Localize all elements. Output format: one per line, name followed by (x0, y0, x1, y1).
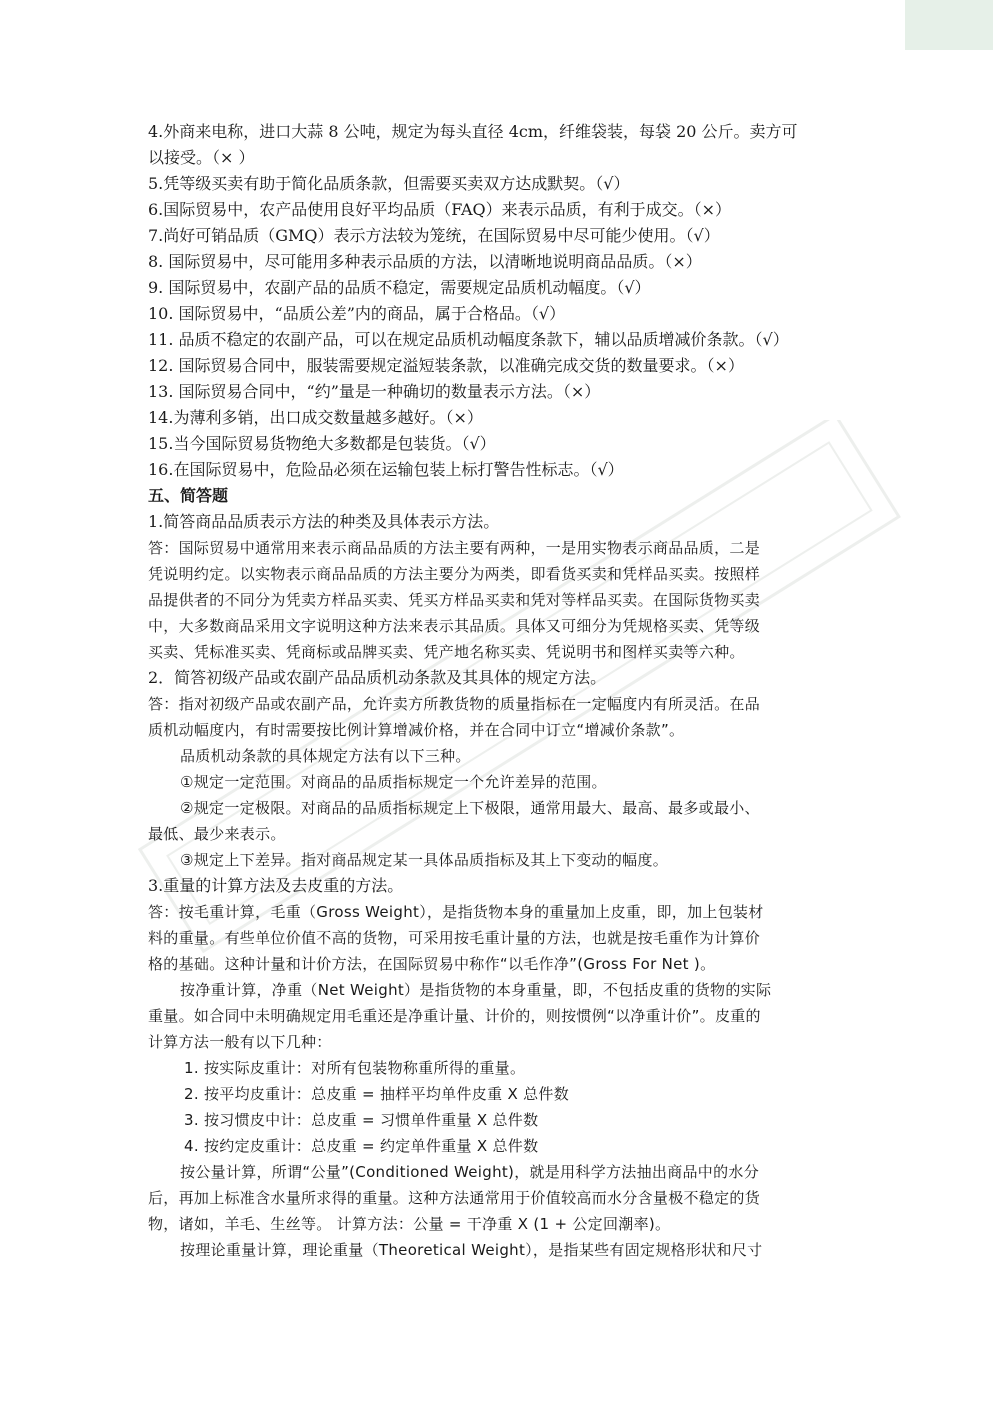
text-line: 6.国际贸易中，农产品使用良好平均品质（FAQ）来表示品质，有利于成交。（×） (148, 200, 732, 219)
text-line: 以接受。（× ） (148, 148, 255, 167)
text-line: 凭说明约定。以实物表示商品品质的方法主要分为两类，即看货买卖和凭样品买卖。按照样 (148, 565, 761, 583)
text-line: ③规定上下差异。指对商品规定某一具体品质指标及其上下变动的幅度。 (180, 851, 669, 869)
text-line: 后，再加上标准含水量所求得的重量。这种方法通常用于价值较高而水分含量极不稳定的货 (148, 1189, 761, 1207)
text-line: 9. 国际贸易中，农副产品的品质不稳定，需要规定品质机动幅度。（√） (148, 278, 651, 297)
text-line: 11. 品质不稳定的农副产品，可以在规定品质机动幅度条款下，辅以品质增减价条款。（√） (148, 330, 789, 349)
text-line: 按净重计算，净重（Net Weight）是指货物的本身重量，即，不包括皮重的货物的实际 (180, 981, 772, 999)
text-line: 8. 国际贸易中，尽可能用多种表示品质的方法，以清晰地说明商品品质。（×） (148, 252, 702, 271)
text-line: 10. 国际贸易中，“品质公差”内的商品，属于合格品。（√） (148, 304, 566, 323)
text-line: 4.外商来电称，进口大蒜 8 公吨，规定为每头直径 4cm，纤维袋装，每袋 20 公斤。卖方可 (148, 122, 798, 141)
text-line: 15.当今国际贸易货物绝大多数都是包装货。（√） (148, 434, 496, 453)
text-line: 质机动幅度内，有时需要按比例计算增减价格，并在合同中订立“增减价条款”。 (148, 721, 685, 739)
text-line: 1.简答商品品质表示方法的种类及具体表示方法。 (148, 512, 500, 531)
text-line: 1. 按实际皮重计：对所有包装物称重所得的重量。 (184, 1059, 526, 1077)
corner-color-block (905, 0, 993, 50)
section-heading: 五、简答题 (148, 486, 229, 505)
text-line: 5.凭等级买卖有助于简化品质条款，但需要买卖双方达成默契。（√） (148, 174, 630, 193)
text-line: 料的重量。有些单位价值不高的货物，可采用按毛重计量的方法，也就是按毛重作为计算价 (148, 929, 761, 947)
text-line: 14.为薄利多销，出口成交数量越多越好。（×） (148, 408, 483, 427)
text-line: 7.尚好可销品质（GMQ）表示方法较为笼统，在国际贸易中尽可能少使用。（√） (148, 226, 720, 245)
text-line: 答：国际贸易中通常用来表示商品品质的方法主要有两种，一是用实物表示商品品质，二是 (148, 539, 761, 557)
text-line: 4. 按约定皮重计：总皮重 = 约定单件重量 X 总件数 (184, 1137, 539, 1155)
text-line: 最低、最少来表示。 (148, 825, 286, 843)
text-line: 中，大多数商品采用文字说明这种方法来表示其品质。具体又可细分为凭规格买卖、凭等级 (148, 617, 761, 635)
text-line: 3. 按习惯皮中计：总皮重 = 习惯单件重量 X 总件数 (184, 1111, 539, 1129)
document-page (148, 119, 848, 1263)
text-line: 2. 按平均皮重计：总皮重 = 抽样平均单件皮重 X 总件数 (184, 1085, 569, 1103)
text-line: 品提供者的不同分为凭卖方样品买卖、凭买方样品买卖和凭对等样品买卖。在国际货物买卖 (148, 591, 761, 609)
text-line: 12. 国际贸易合同中，服装需要规定溢短装条款，以准确完成交货的数量要求。（×） (148, 356, 744, 375)
text-line: 16.在国际贸易中，危险品必须在运输包装上标打警告性标志。（√） (148, 460, 624, 479)
text-line: ②规定一定极限。对商品的品质指标规定上下极限，通常用最大、最高、最多或最小、 (180, 799, 760, 817)
text-line: 品质机动条款的具体规定方法有以下三种。 (180, 747, 471, 765)
text-line: 13. 国际贸易合同中，“约”量是一种确切的数量表示方法。（×） (148, 382, 601, 401)
text-line: 3.重量的计算方法及去皮重的方法。 (148, 876, 404, 895)
text-line: ①规定一定范围。对商品的品质指标规定一个允许差异的范围。 (180, 773, 607, 791)
text-line: 答：按毛重计算，毛重（Gross Weight），是指货物本身的重量加上皮重，即，加上包装材 (148, 903, 764, 921)
text-line: 2．简答初级产品或农副产品品质机动条款及其具体的规定方法。 (148, 668, 607, 687)
text-line: 格的基础。这种计量和计价方法，在国际贸易中称作“以毛作净”(Gross For Net )。 (148, 955, 716, 973)
text-line: 重量。如合同中未明确规定用毛重还是净重计量、计价的，则按惯例“以净重计价”。皮重的 (148, 1007, 761, 1025)
text-line: 买卖、凭标准买卖、凭商标或品牌买卖、凭产地名称买卖、凭说明书和图样买卖等六种。 (148, 643, 745, 661)
text-line: 按公量计算，所谓“公量”(Conditioned Weight)，就是用科学方法抽出商品中的水分 (180, 1163, 760, 1181)
text-line: 按理论重量计算，理论重量（Theoretical Weight），是指某些有固定规格形状和尺寸 (180, 1241, 763, 1259)
text-line: 物，诸如，羊毛、生丝等。 计算方法：公量 = 干净重 X (1 + 公定回潮率)。 (148, 1215, 671, 1233)
text-line: 答：指对初级产品或农副产品，允许卖方所教货物的质量指标在一定幅度内有所灵活。在品 (148, 695, 761, 713)
text-line: 计算方法一般有以下几种： (148, 1033, 332, 1051)
